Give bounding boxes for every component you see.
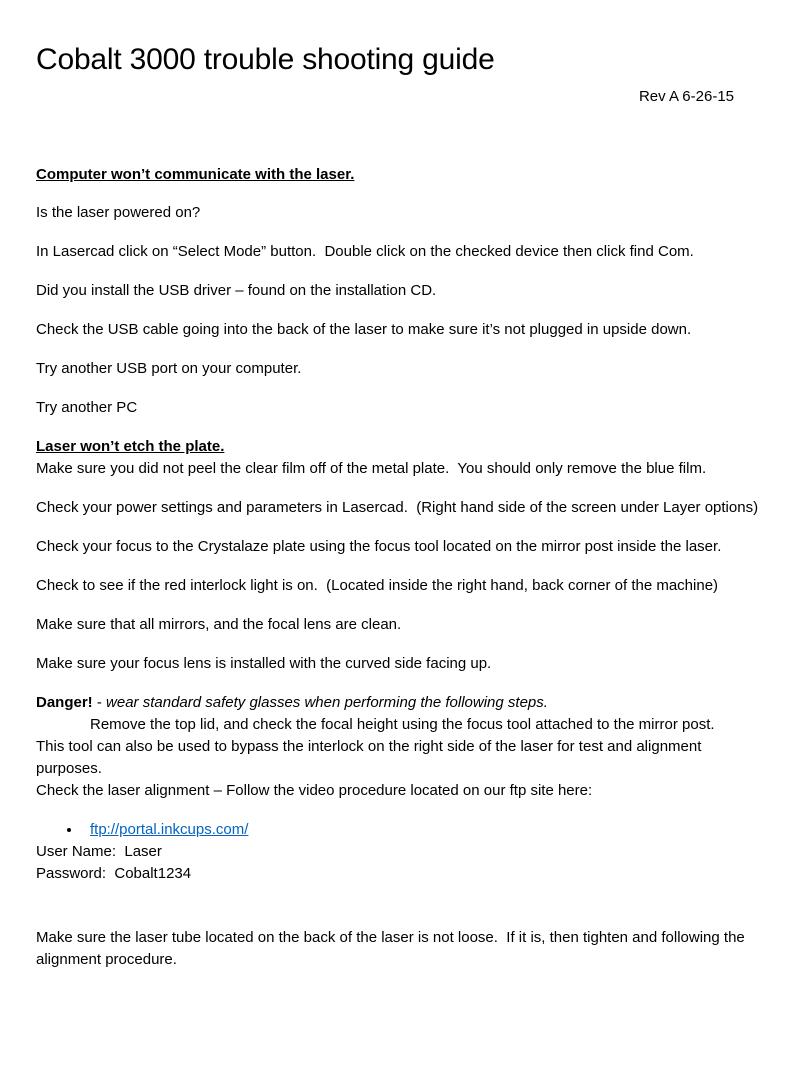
- username-line: User Name: Laser: [36, 843, 162, 860]
- revision-label: Rev A 6-26-15: [638, 88, 734, 105]
- focal-height-line1: Remove the top lid, and check the focal height using the focus tool attached to the mirror post.: [90, 716, 715, 733]
- section-heading-etch: Laser won’t etch the plate.: [36, 438, 225, 455]
- danger-note: wear standard safety glasses when performing the following steps.: [106, 694, 548, 711]
- paragraph-laser-tube: Make sure the laser tube located on the back of the laser is not loose. If it is, then tighten and following the alignment procedure.: [36, 929, 749, 968]
- danger-separator: -: [92, 694, 107, 711]
- paragraph-power-settings: Check your power settings and parameters in Lasercad. (Right hand side of the screen under Layer options): [36, 499, 759, 516]
- section-heading-communication: Computer won’t communicate with the laser.: [36, 166, 355, 183]
- paragraph-usb-cable: Check the USB cable going into the back of the laser to make sure it’s not plugged in upside down.: [36, 321, 692, 338]
- focal-height-paragraph: [36, 714, 770, 780]
- paragraph-another-usb-port: Try another USB port on your computer.: [36, 360, 302, 377]
- password-line: Password: Cobalt1234: [36, 865, 192, 882]
- paragraph-usb-driver: Did you install the USB driver – found on the installation CD.: [36, 282, 437, 299]
- ftp-link[interactable]: ftp://portal.inkcups.com/: [90, 821, 249, 838]
- paragraph-clear-film: Make sure you did not peel the clear film off of the metal plate. You should only remove the blue film.: [36, 460, 707, 477]
- paragraph-lasercad-select-mode: In Lasercad click on “Select Mode” button. Double click on the checked device then click find Com.: [36, 243, 694, 260]
- paragraph-focus-crystalaze: Check your focus to the Crystalaze plate using the focus tool located on the mirror post inside the laser.: [36, 538, 722, 555]
- paragraph-laser-powered: Is the laser powered on?: [36, 204, 201, 221]
- alignment-instruction: Check the laser alignment – Follow the video procedure located on our ftp site here:: [36, 782, 593, 799]
- danger-paragraph: [36, 692, 770, 714]
- focal-height-line2: This tool can also be used to bypass the interlock on the right side of the laser for test and alignment purposes.: [36, 738, 706, 777]
- ftp-link-list: [36, 819, 770, 841]
- danger-label: Danger!: [36, 694, 93, 711]
- paragraph-interlock-light: Check to see if the red interlock light is on. (Located inside the right hand, back corner of the machine): [36, 577, 719, 594]
- paragraph-focus-lens-curved: Make sure your focus lens is installed with the curved side facing up.: [36, 655, 492, 672]
- ftp-link-item: [82, 819, 770, 841]
- paragraph-another-pc: Try another PC: [36, 399, 138, 416]
- document-title: Cobalt 3000 trouble shooting guide: [36, 43, 495, 76]
- paragraph-mirrors-clean: Make sure that all mirrors, and the focal lens are clean.: [36, 616, 402, 633]
